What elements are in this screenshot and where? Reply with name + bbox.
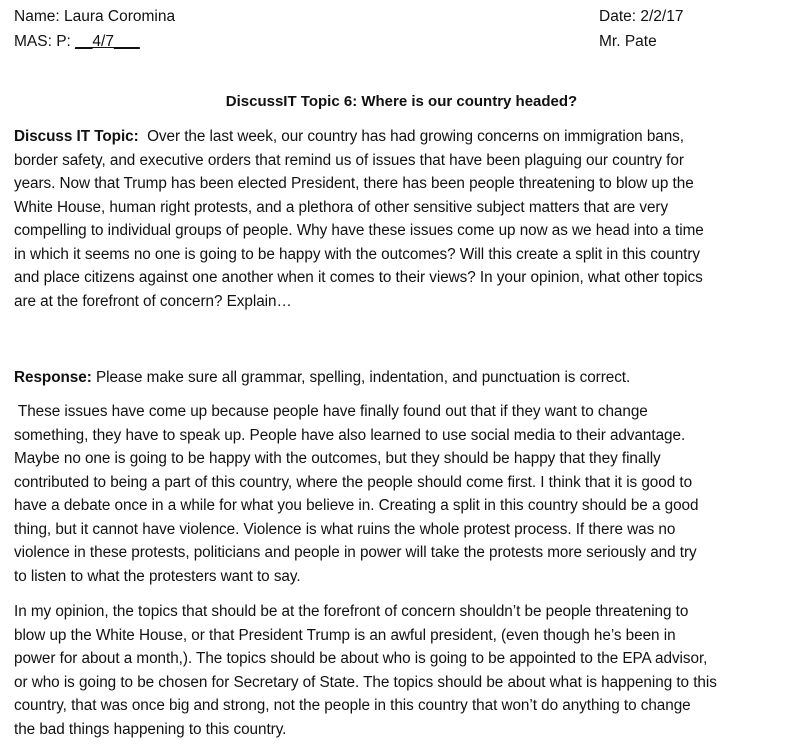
response-instruction-text: Please make sure all grammar, spelling, indentation, and punctuation is correct. bbox=[91, 369, 631, 386]
mas-label: MAS: P: bbox=[14, 33, 76, 50]
response-line: have a debate once in a while for what you believe in. Creating a split in this country should be a good bbox=[14, 497, 699, 514]
page-title: DiscussIT Topic 6: Where is our country headed? bbox=[225, 93, 578, 110]
response-paragraph-1 bbox=[14, 400, 784, 588]
response-line: something, they have to speak up. People have also learned to use social media to their advantage. bbox=[14, 426, 686, 444]
response-line bbox=[14, 366, 784, 390]
response-line: These issues have come up because people have finally found out that if they want to change bbox=[14, 403, 648, 420]
student-name: Name: Laura Coromina bbox=[14, 8, 176, 25]
response-line: blow up the White House, or that President Trump is an awful president, (even though he’s been in bbox=[14, 626, 676, 644]
response-line: contributed to being a part of this country, where the people should come first. I think that it is good to bbox=[14, 473, 693, 491]
response-line: the bad things happening to this country. bbox=[14, 720, 287, 738]
response-line: to listen to what the protesters want to say. bbox=[14, 567, 301, 585]
response-label: Response: bbox=[14, 369, 92, 386]
topic-line: are at the forefront of concern? Explain… bbox=[14, 292, 292, 310]
response-line: In my opinion, the topics that should be at the forefront of concern shouldn’t be people threatening to bbox=[14, 603, 689, 620]
response-line: violence in these protests, politicians and people in power will take the protests more seriously and try bbox=[14, 544, 697, 561]
date: Date: 2/2/17 bbox=[599, 8, 684, 25]
topic-label: Discuss IT Topic: bbox=[14, 128, 139, 145]
response-line: Maybe no one is going to be happy with the outcomes, but they should be happy that they finally bbox=[14, 450, 661, 467]
document-page bbox=[14, 0, 789, 745]
topic-line: years. Now that Trump has been elected President, there has been people threatening to blow up the bbox=[14, 175, 694, 192]
mas-value: __4/7___ bbox=[75, 33, 140, 50]
response-line: thing, but it cannot have violence. Violence is what ruins the whole protest process. If there was no bbox=[14, 520, 676, 538]
response-line: power for about a month,). The topics should be about who is going to be appointed to the EPA advisor, bbox=[14, 650, 708, 667]
mas-period bbox=[14, 31, 140, 53]
topic-line: and place citizens against one another when it comes to their views? In your opinion, what other topics bbox=[14, 269, 703, 286]
topic-line: in which it seems no one is going to be happy with the outcomes? Will this create a split in this country bbox=[14, 245, 701, 263]
topic-line: compelling to individual groups of people. Why have these issues come up now as we head into a time bbox=[14, 222, 704, 239]
topic-text: Over the last week, our country has had growing concerns on immigration bans, bbox=[138, 128, 684, 145]
topic-line bbox=[14, 125, 784, 149]
topic-line: White House, human right protests, and a plethora of other sensitive subject matters that are very bbox=[14, 198, 669, 216]
response-line: country, that was once big and strong, not the people in this country that won’t do anything to change bbox=[14, 697, 691, 714]
teacher-name: Mr. Pate bbox=[599, 33, 657, 50]
topic-line: border safety, and executive orders that remind us of issues that have been plaguing our country for bbox=[14, 151, 684, 169]
response-instruction bbox=[14, 366, 784, 390]
response-paragraph-2 bbox=[14, 600, 784, 741]
topic-paragraph bbox=[14, 125, 784, 313]
response-line: or who is going to be chosen for Secretary of State. The topics should be about what is happening to this bbox=[14, 673, 717, 691]
